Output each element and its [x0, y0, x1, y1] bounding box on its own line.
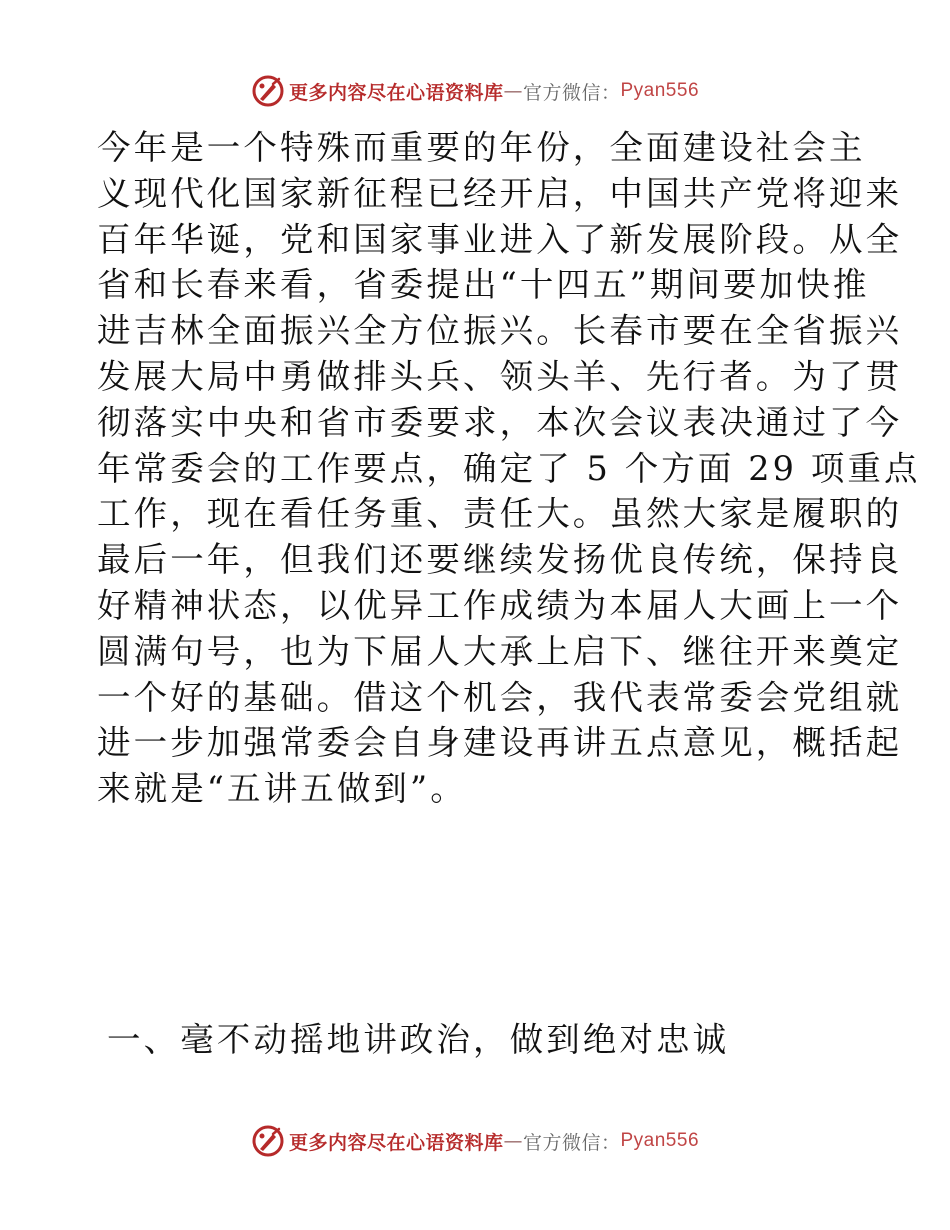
paragraph-line: 工作，现在看任务重、责任大。虽然大家是履职的	[97, 494, 903, 534]
main-paragraph	[97, 125, 921, 812]
paragraph-line: 进吉林全面振兴全方位振兴。长春市要在全省振兴	[97, 311, 903, 351]
paragraph-line: 好精神状态，以优异工作成绩为本届人大画上一个	[97, 585, 903, 625]
paragraph-line: 一个好的基础。借这个机会，我代表常委会党组就	[97, 677, 903, 717]
paragraph-line: 圆满句号，也为下届人大承上启下、继往开来奠定	[97, 631, 903, 671]
watermark-wechat-id: Pyan556	[620, 1130, 700, 1151]
paragraph-line: 义现代化国家新征程已经开启，中国共产党将迎来	[97, 173, 903, 213]
footer-watermark	[0, 1121, 950, 1161]
paragraph-line: 进一步加强常委会自身建设再讲五点意见，概括起	[97, 723, 903, 763]
header-watermark	[0, 71, 950, 111]
paragraph-line: 今年是一个特殊而重要的年份，全面建设社会主	[97, 128, 866, 167]
watermark-wechat-id: Pyan556	[620, 80, 700, 101]
paragraph-line: 百年华诞，党和国家事业进入了新发展阶段。从全	[97, 219, 903, 259]
paragraph-line: 省和长春来看，省委提出“十四五”期间要加快推	[97, 265, 870, 305]
watermark-dash: —	[503, 80, 523, 102]
paragraph-line: 最后一年，但我们还要继续发扬优良传统，保持良	[97, 540, 903, 580]
paragraph-line: 发展大局中勇做排头兵、领头羊、先行者。为了贯	[97, 356, 903, 396]
watermark-red-text: 更多内容尽在心语资料库	[288, 81, 504, 104]
quill-logo-icon	[251, 74, 285, 108]
paragraph-line: 来就是“五讲五做到”。	[97, 769, 467, 809]
watermark-gray-text: 官方微信：	[522, 1131, 621, 1154]
watermark-gray-text: 官方微信：	[522, 81, 621, 104]
watermark-red-text: 更多内容尽在心语资料库	[288, 1131, 504, 1154]
section-heading: 一、毫不动摇地讲政治，做到绝对忠诚	[107, 1020, 730, 1059]
quill-logo-icon	[251, 1124, 285, 1158]
watermark-dash: —	[503, 1130, 523, 1152]
paragraph-line: 年常委会的工作要点，确定了 5 个方面 29 项重点	[97, 448, 921, 488]
paragraph-line: 彻落实中央和省市委要求，本次会议表决通过了今	[97, 402, 903, 442]
